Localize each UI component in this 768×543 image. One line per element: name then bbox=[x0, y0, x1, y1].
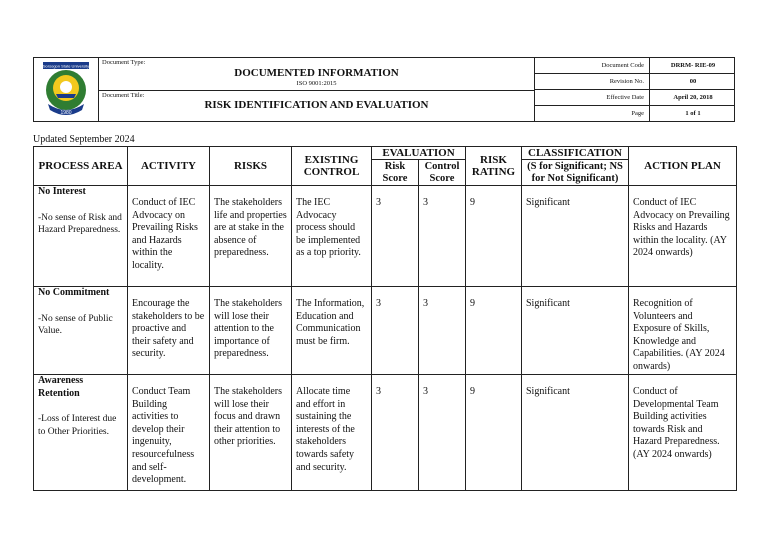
doc-type-label: Document Type: bbox=[102, 59, 146, 66]
process-area-cell bbox=[34, 287, 128, 375]
meta-value: 00 bbox=[689, 78, 697, 85]
action-plan-cell: Conduct of Developmental Team Building activities towards Risk and Hazard Preparedness. (AY 2024 onwards) bbox=[629, 375, 737, 491]
meta-value: April 20, 2018 bbox=[673, 94, 713, 101]
doc-type-value: DOCUMENTED INFORMATION bbox=[234, 67, 399, 79]
activity-cell: Conduct Team Building activities to develop their ingenuity, resourcefulness and self-development. bbox=[128, 375, 210, 491]
action-plan-cell: Conduct of IEC Advocacy on Prevailing Risks and Hazards within the locality. (AY 2024 onwards) bbox=[629, 186, 737, 287]
doc-title-value: RISK IDENTIFICATION AND EVALUATION bbox=[204, 99, 429, 111]
meta-row-code bbox=[535, 58, 735, 74]
meta-value: DRRM- RIE-09 bbox=[670, 62, 716, 69]
meta-label: Revision No. bbox=[535, 74, 650, 89]
control-cell: The Information, Education and Communication must be firm. bbox=[292, 287, 372, 375]
meta-row-page bbox=[535, 106, 735, 121]
document-header bbox=[33, 57, 735, 122]
risk-score-cell: 3 bbox=[372, 186, 419, 287]
classification-cell: Significant bbox=[522, 186, 629, 287]
process-area-desc: -No sense of Risk and Hazard Preparedness. bbox=[38, 212, 122, 236]
meta-row-revision bbox=[535, 74, 735, 90]
process-area-title: Awareness Retention bbox=[38, 375, 84, 399]
risks-cell: The stakeholders life and properties are at stake in the absence of preparedness. bbox=[210, 186, 292, 287]
process-area-cell bbox=[34, 186, 128, 287]
control-cell: Allocate time and effort in sustaining the interests of the stakeholders towards safety and security. bbox=[292, 375, 372, 491]
process-area-title: No Commitment bbox=[38, 287, 110, 298]
updated-note: Updated September 2024 bbox=[33, 134, 135, 145]
header-title-block bbox=[99, 58, 535, 121]
risk-table bbox=[33, 146, 737, 491]
meta-label: Effective Date bbox=[535, 90, 650, 105]
header-risks: RISKS bbox=[210, 147, 292, 186]
header-risk-rating: RISK RATING bbox=[466, 147, 522, 186]
classification-cell: Significant bbox=[522, 287, 629, 375]
header-evaluation: EVALUATION bbox=[372, 147, 466, 160]
control-cell: The IEC Advocacy process should be implemented as a top priority. bbox=[292, 186, 372, 287]
process-area-title: No Interest bbox=[38, 186, 86, 197]
doc-title-label: Document Title: bbox=[102, 92, 145, 99]
header-risk-score: Risk Score bbox=[372, 160, 419, 186]
risk-rating-cell: 9 bbox=[466, 287, 522, 375]
header-activity: ACTIVITY bbox=[128, 147, 210, 186]
classification-cell: Significant bbox=[522, 375, 629, 491]
control-score-cell: 3 bbox=[419, 375, 466, 491]
risks-cell: The stakeholders will lose their focus and drawn their attention to other priorities. bbox=[210, 375, 292, 491]
seal-icon bbox=[34, 58, 98, 121]
process-area-desc: -No sense of Public Value. bbox=[38, 313, 113, 337]
header-classification-sub: (S for Significant; NS for Not Significant) bbox=[522, 160, 629, 186]
control-score-cell: 3 bbox=[419, 186, 466, 287]
table-row bbox=[34, 375, 737, 491]
risk-score-cell: 3 bbox=[372, 287, 419, 375]
university-logo bbox=[34, 58, 99, 121]
meta-label: Document Code bbox=[535, 58, 650, 73]
document-meta bbox=[535, 58, 735, 121]
header-existing-control: EXISTING CONTROL bbox=[292, 147, 372, 186]
process-area-desc: -Loss of Interest due to Other Priorities. bbox=[38, 414, 117, 437]
header-process-area: PROCESS AREA bbox=[34, 147, 128, 186]
table-row bbox=[34, 186, 737, 287]
process-area-cell bbox=[34, 375, 128, 491]
header-action-plan: ACTION PLAN bbox=[629, 147, 737, 186]
risk-score-cell: 3 bbox=[372, 375, 419, 491]
activity-cell: Conduct of IEC Advocacy on Prevailing Risks and Hazards within the locality. bbox=[128, 186, 210, 287]
activity-cell: Encourage the stakeholders to be proactive and their safety and security. bbox=[128, 287, 210, 375]
iso-label: ISO 9001:2015 bbox=[296, 80, 337, 87]
logo-year: 1980 bbox=[60, 110, 72, 116]
logo-university-text: Sorsogon State University bbox=[42, 63, 90, 69]
risk-rating-cell: 9 bbox=[466, 375, 522, 491]
control-score-cell: 3 bbox=[419, 287, 466, 375]
risks-cell: The stakeholders will lose their attention to the importance of preparedness. bbox=[210, 287, 292, 375]
risk-rating-cell: 9 bbox=[466, 186, 522, 287]
header-control-score: Control Score bbox=[419, 160, 466, 186]
action-plan-cell: Recognition of Volunteers and Exposure of Skills, Knowledge and Capabilities. (AY 2024 onwards) bbox=[629, 287, 737, 375]
table-row bbox=[34, 287, 737, 375]
meta-row-effective bbox=[535, 90, 735, 106]
header-classification: CLASSIFICATION bbox=[522, 147, 629, 160]
meta-value: 1 of 1 bbox=[685, 110, 701, 117]
meta-label: Page bbox=[535, 106, 650, 121]
